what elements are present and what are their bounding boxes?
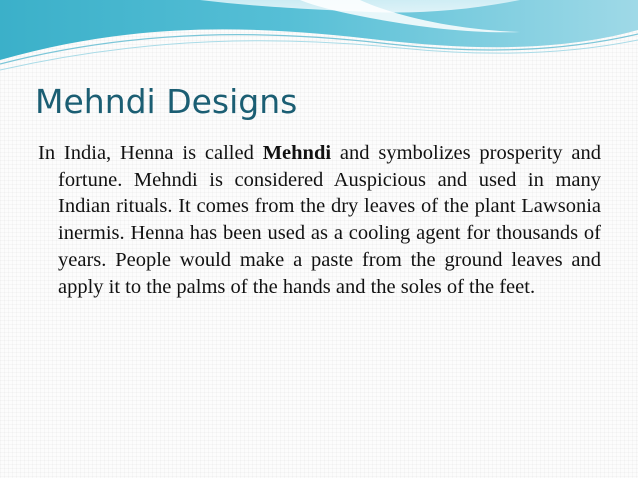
body-text-rest: and symbolizes prosperity and fortune. Mehndi is considered Auspicious and used in many Indian rituals. It comes from the dry leaves of the plant Lawsonia inermis. Henna has been used as a cooling agent for thousands of years. People would make a paste from the ground leaves and apply it to the palms of the hands and the soles of the feet.	[58, 142, 602, 298]
slide-body-text	[38, 140, 601, 300]
slide-title: Mehndi Designs	[35, 82, 298, 121]
body-text-intro: In India, Henna is called	[38, 142, 263, 164]
body-text-emphasis: Mehndi	[262, 142, 332, 164]
header-wave-decoration	[0, 0, 638, 72]
